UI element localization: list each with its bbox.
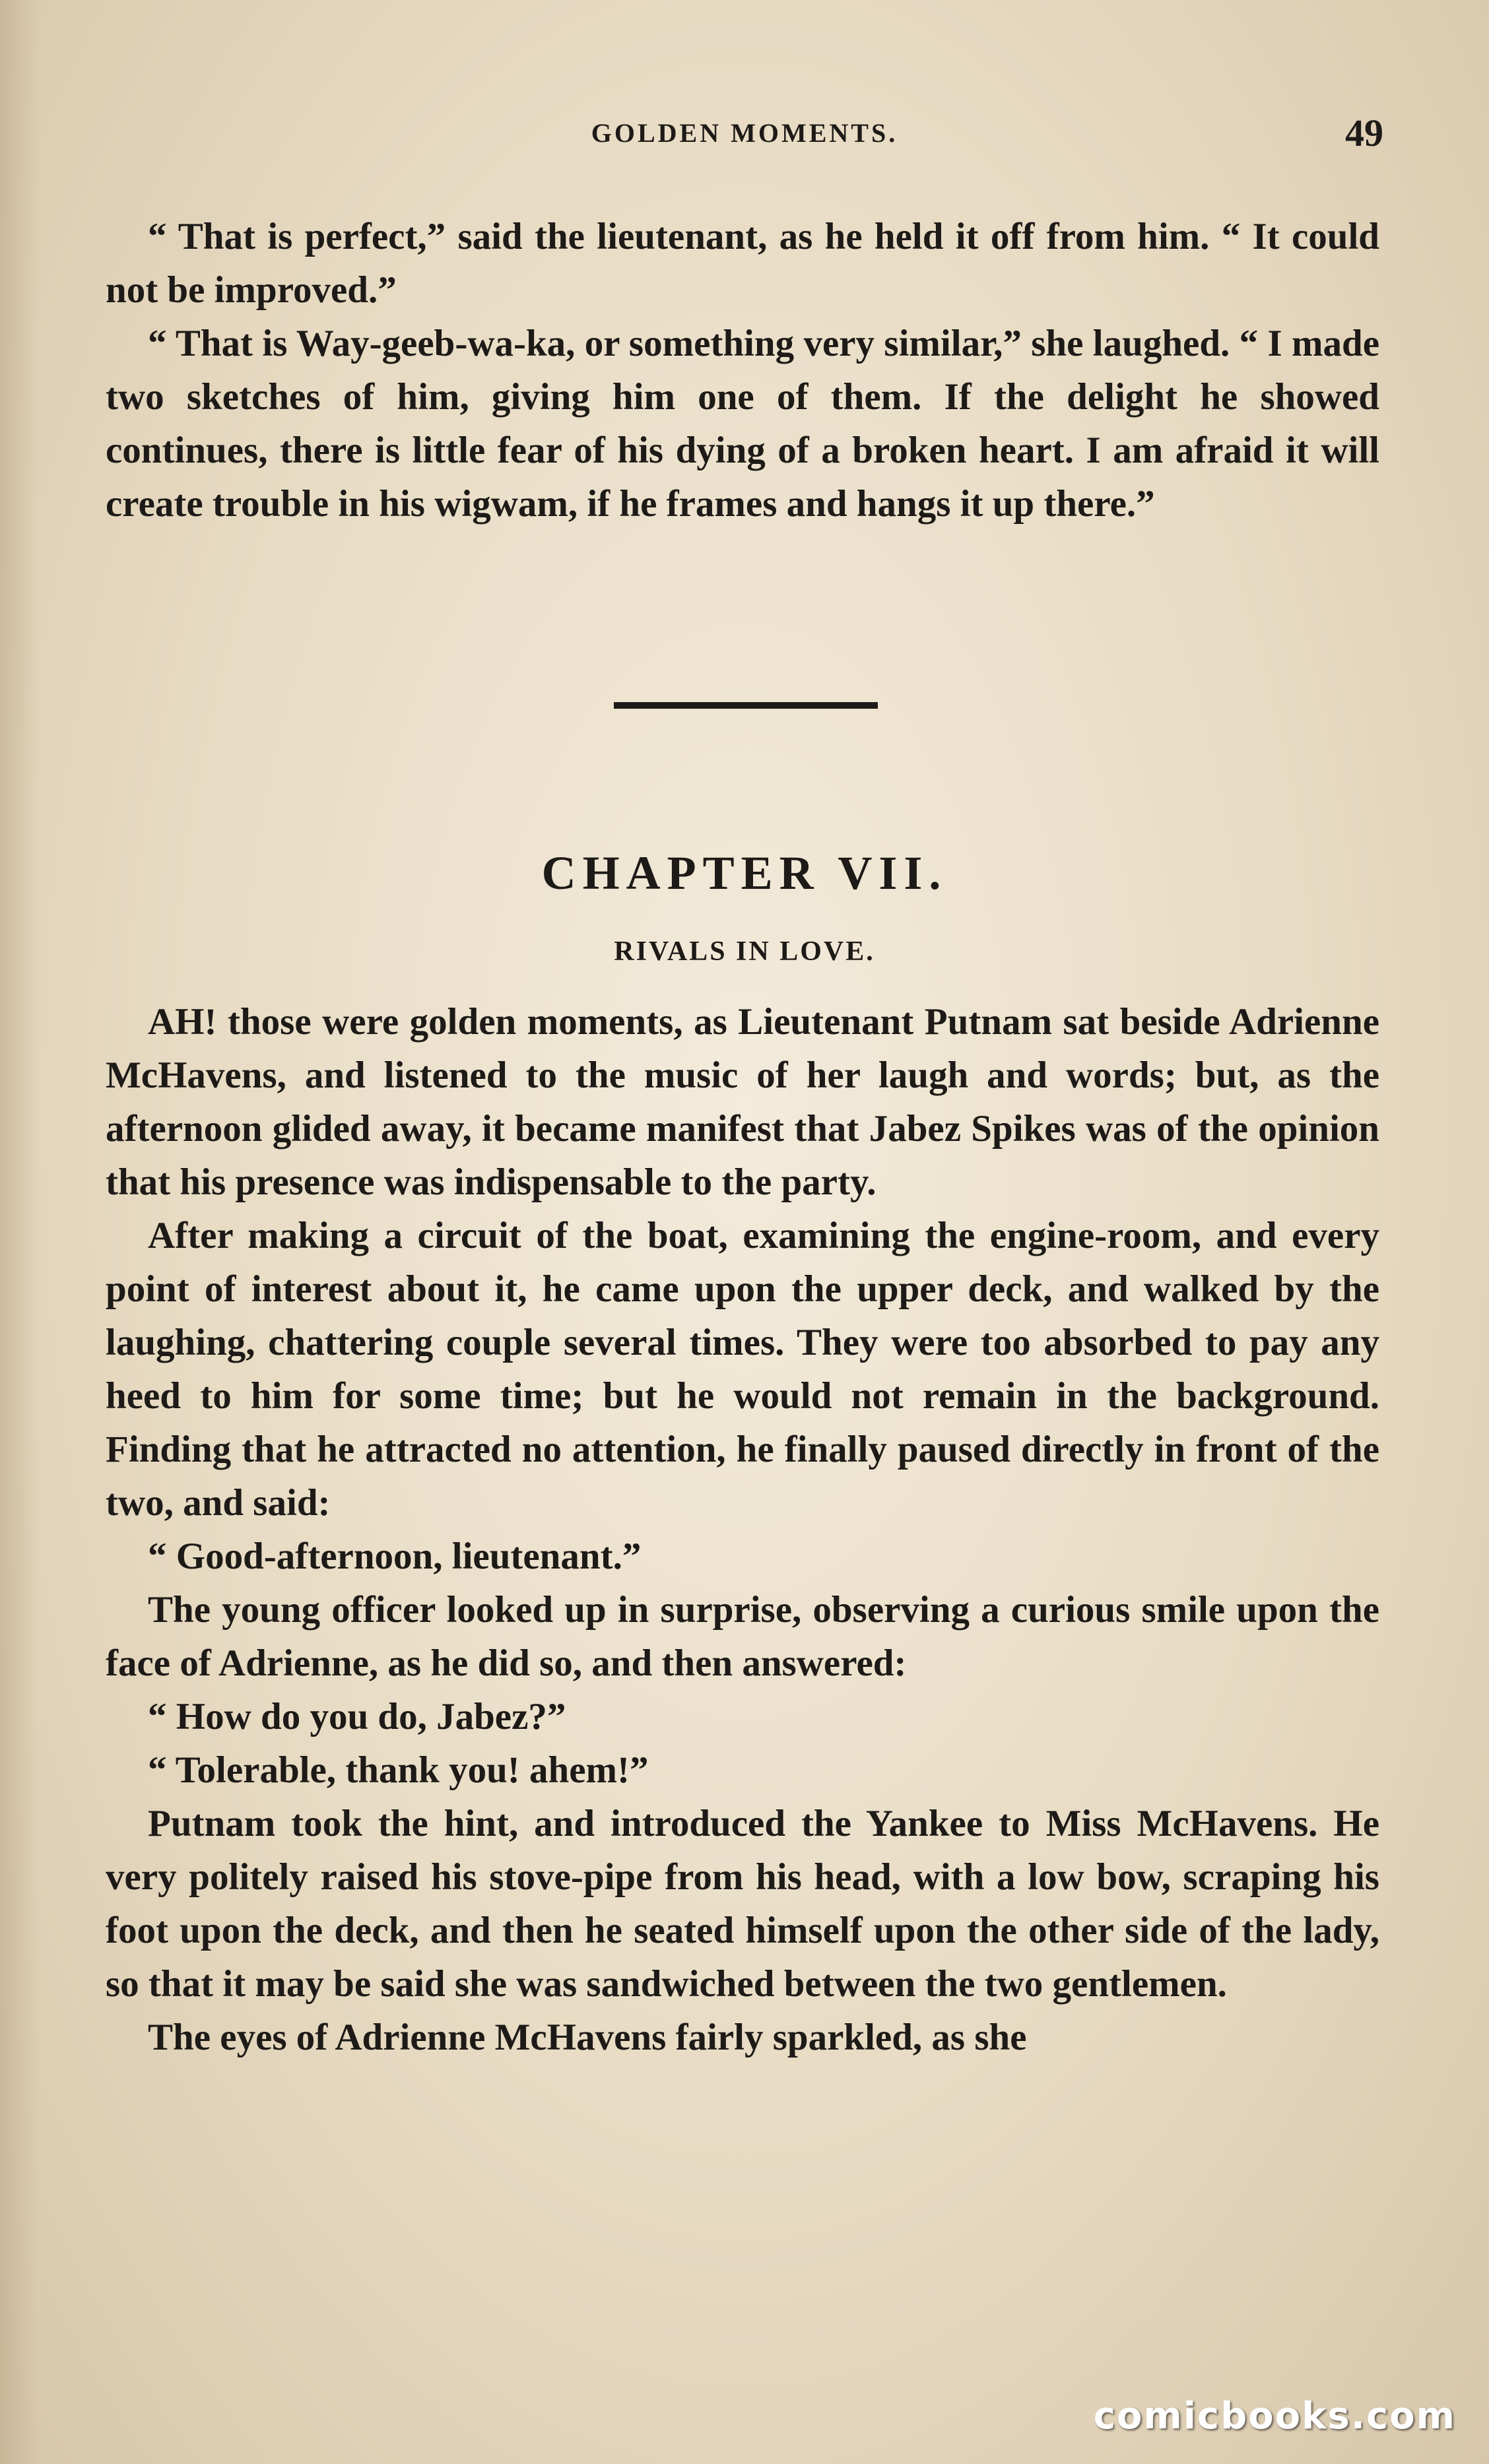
chapter-text-block (106, 995, 1379, 2064)
paragraph: The young officer looked up in surprise, observing a curious smile upon the face of Adrienne, as he did so, and then answered: (106, 1589, 1379, 1684)
running-header (0, 111, 1489, 164)
paragraph: “ Good-afternoon, lieutenant.” (148, 1536, 642, 1577)
page-number: 49 (1345, 112, 1383, 154)
paragraph: AH! those were golden moments, as Lieutenant Putnam sat beside Adrienne McHavens, and listened to the music of her laugh and words; but, as the afternoon glided away, it became manifest that Jabez Spikes was of the opinion that his presence was indispensable to the party. (106, 1001, 1379, 1203)
paragraph: “ That is perfect,” said the lieutenant, as he held it off from him. “ It could not be improved.” (106, 216, 1379, 311)
page-edge-shadow (0, 0, 40, 2464)
chapter-subtitle: RIVALS IN LOVE. (614, 936, 875, 967)
paragraph: Putnam took the hint, and introduced the Yankee to Miss McHavens. He very politely raised his stove-pipe from his head, with a low bow, scraping his foot upon the deck, and then he seated himself upon the other side of the lady, so that it may be said she was sandwiched between the two gentlemen. (106, 1803, 1379, 2005)
running-title: GOLDEN MOMENTS. (591, 118, 898, 148)
section-divider (614, 702, 878, 709)
paragraph: After making a circuit of the boat, examining the engine-room, and every point of interest about it, he came upon the upper deck, and walked by the laughing, chattering couple several times. They were too absorbed to pay any heed to him for some time; but he would not remain in the background. Finding that he attracted no attention, he finally paused directly in front of the two, and said: (106, 1215, 1379, 1524)
site-watermark: comicbooks.com (1093, 2395, 1456, 2438)
paragraph: “ That is Way-geeb-wa-ka, or something very similar,” she laughed. “ I made two sketches of him, giving him one of them. If the delight he showed continues, there is little fear of his dying of a broken heart. I am afraid it will create trouble in his wigwam, if he frames and hangs it up there.” (106, 323, 1379, 525)
paragraph: The eyes of Adrienne McHavens fairly sparkled, as she (148, 2017, 1027, 2058)
paragraph: “ How do you do, Jabez?” (148, 1696, 566, 1737)
paragraph: “ Tolerable, thank you! ahem!” (148, 1749, 649, 1791)
chapter-title: CHAPTER VII. (541, 847, 948, 899)
top-text-block (106, 210, 1379, 531)
